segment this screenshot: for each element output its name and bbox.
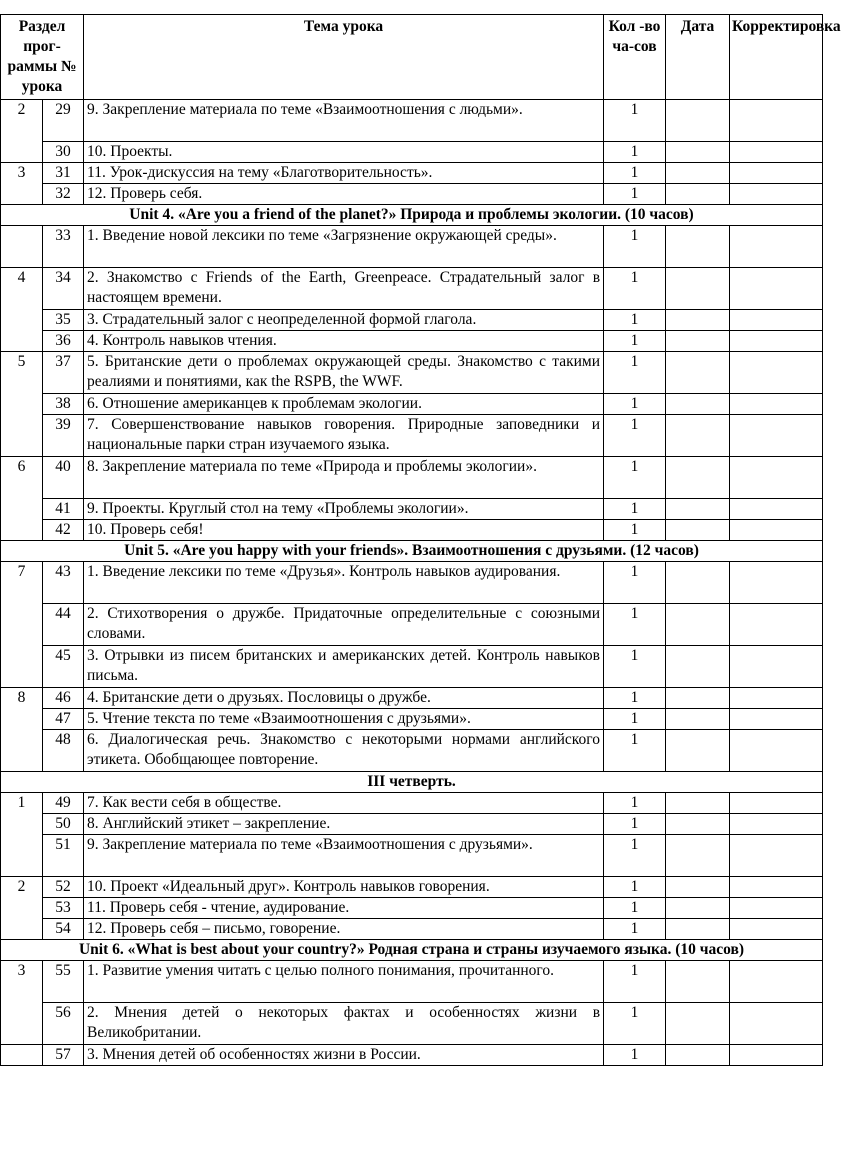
section-number	[1, 226, 43, 268]
lesson-number: 38	[43, 394, 84, 415]
lesson-correction-cell	[730, 163, 823, 184]
lesson-hours: 1	[604, 331, 666, 352]
table-row	[1, 688, 823, 709]
section-number: 4	[1, 268, 43, 352]
lesson-correction-cell	[730, 331, 823, 352]
lesson-correction-cell	[730, 310, 823, 331]
lesson-correction-cell	[730, 919, 823, 940]
lesson-number: 47	[43, 709, 84, 730]
lesson-date-cell	[666, 268, 730, 310]
lesson-hours: 1	[604, 1003, 666, 1045]
table-row	[1, 352, 823, 394]
lesson-correction-cell	[730, 268, 823, 310]
lesson-hours: 1	[604, 226, 666, 268]
lesson-topic: 1. Введение новой лексики по теме «Загрязнение окружающей среды».	[84, 226, 604, 268]
lesson-correction-cell	[730, 814, 823, 835]
table-row	[1, 814, 823, 835]
lesson-date-cell	[666, 352, 730, 394]
lesson-number: 40	[43, 457, 84, 499]
lesson-hours: 1	[604, 499, 666, 520]
table-row	[1, 730, 823, 772]
lesson-hours: 1	[604, 142, 666, 163]
lesson-correction-cell	[730, 184, 823, 205]
table-row	[1, 961, 823, 1003]
lesson-date-cell	[666, 142, 730, 163]
lesson-date-cell	[666, 898, 730, 919]
table-row	[1, 499, 823, 520]
lesson-topic: 12. Проверь себя.	[84, 184, 604, 205]
lesson-number: 51	[43, 835, 84, 877]
lesson-hours: 1	[604, 604, 666, 646]
lesson-date-cell	[666, 793, 730, 814]
lesson-hours: 1	[604, 793, 666, 814]
unit-heading: Unit 6. «What is best about your country?» Родная страна и страны изучаемого языка. (10 часов)	[1, 940, 823, 961]
lesson-date-cell	[666, 1003, 730, 1045]
lesson-correction-cell	[730, 499, 823, 520]
unit-heading-row	[1, 205, 823, 226]
lesson-correction-cell	[730, 352, 823, 394]
lesson-date-cell	[666, 919, 730, 940]
lesson-date-cell	[666, 310, 730, 331]
lesson-number: 32	[43, 184, 84, 205]
table-row	[1, 562, 823, 604]
lesson-date-cell	[666, 709, 730, 730]
lesson-topic: 4. Британские дети о друзьях. Пословицы о дружбе.	[84, 688, 604, 709]
table-body	[1, 100, 823, 1066]
lesson-number: 50	[43, 814, 84, 835]
unit-heading: III четверть.	[1, 772, 823, 793]
lesson-hours: 1	[604, 394, 666, 415]
lesson-date-cell	[666, 394, 730, 415]
lesson-hours: 1	[604, 709, 666, 730]
lesson-topic: 10. Проекты.	[84, 142, 604, 163]
table-row	[1, 1003, 823, 1045]
lesson-correction-cell	[730, 709, 823, 730]
lesson-number: 34	[43, 268, 84, 310]
unit-heading: Unit 5. «Are you happy with your friends». Взаимоотношения с друзьями. (12 часов)	[1, 541, 823, 562]
lesson-date-cell	[666, 331, 730, 352]
section-number: 2	[1, 877, 43, 940]
lesson-date-cell	[666, 100, 730, 142]
lesson-hours: 1	[604, 184, 666, 205]
lesson-number: 53	[43, 898, 84, 919]
lesson-number: 42	[43, 520, 84, 541]
header-correction: Корректировка	[730, 15, 823, 100]
lesson-topic: 10. Проект «Идеальный друг». Контроль навыков говорения.	[84, 877, 604, 898]
table-row	[1, 394, 823, 415]
lesson-correction-cell	[730, 604, 823, 646]
lesson-topic: 11. Урок-дискуссия на тему «Благотворительность».	[84, 163, 604, 184]
lesson-hours: 1	[604, 730, 666, 772]
section-number: 7	[1, 562, 43, 688]
lesson-topic: 6. Диалогическая речь. Знакомство с некоторыми нормами английского этикета. Обобщающее повторение.	[84, 730, 604, 772]
lesson-date-cell	[666, 562, 730, 604]
lesson-topic: 5. Британские дети о проблемах окружающей среды. Знакомство с такими реалиями и понятиями, как the RSPB, the WWF.	[84, 352, 604, 394]
lesson-number: 56	[43, 1003, 84, 1045]
section-number: 1	[1, 793, 43, 877]
lesson-hours: 1	[604, 310, 666, 331]
lesson-topic: 1. Введение лексики по теме «Друзья». Контроль навыков аудирования.	[84, 562, 604, 604]
lesson-correction-cell	[730, 562, 823, 604]
lesson-number: 41	[43, 499, 84, 520]
lesson-correction-cell	[730, 1045, 823, 1066]
section-number: 6	[1, 457, 43, 541]
lesson-date-cell	[666, 457, 730, 499]
lesson-date-cell	[666, 226, 730, 268]
lesson-topic: 5. Чтение текста по теме «Взаимоотношения с друзьями».	[84, 709, 604, 730]
section-number: 3	[1, 163, 43, 205]
lesson-correction-cell	[730, 961, 823, 1003]
lesson-number: 57	[43, 1045, 84, 1066]
lesson-hours: 1	[604, 919, 666, 940]
lesson-hours: 1	[604, 163, 666, 184]
table-row	[1, 709, 823, 730]
lesson-number: 36	[43, 331, 84, 352]
lesson-number: 55	[43, 961, 84, 1003]
table-row	[1, 331, 823, 352]
table-row	[1, 184, 823, 205]
lesson-correction-cell	[730, 415, 823, 457]
lesson-correction-cell	[730, 646, 823, 688]
lesson-topic: 12. Проверь себя – письмо, говорение.	[84, 919, 604, 940]
lesson-correction-cell	[730, 226, 823, 268]
lesson-date-cell	[666, 604, 730, 646]
lesson-number: 43	[43, 562, 84, 604]
lesson-date-cell	[666, 1045, 730, 1066]
lesson-hours: 1	[604, 646, 666, 688]
table-row	[1, 226, 823, 268]
lesson-correction-cell	[730, 898, 823, 919]
table-row	[1, 163, 823, 184]
table-row	[1, 310, 823, 331]
table-row	[1, 604, 823, 646]
lesson-number: 46	[43, 688, 84, 709]
lesson-date-cell	[666, 499, 730, 520]
lesson-correction-cell	[730, 688, 823, 709]
lesson-topic: 9. Проекты. Круглый стол на тему «Проблемы экологии».	[84, 499, 604, 520]
lesson-date-cell	[666, 520, 730, 541]
lesson-topic: 4. Контроль навыков чтения.	[84, 331, 604, 352]
lesson-correction-cell	[730, 835, 823, 877]
lesson-correction-cell	[730, 793, 823, 814]
lesson-date-cell	[666, 814, 730, 835]
lesson-topic: 10. Проверь себя!	[84, 520, 604, 541]
lesson-number: 54	[43, 919, 84, 940]
lesson-correction-cell	[730, 730, 823, 772]
lesson-number: 30	[43, 142, 84, 163]
lesson-hours: 1	[604, 835, 666, 877]
lesson-number: 35	[43, 310, 84, 331]
lesson-correction-cell	[730, 877, 823, 898]
lesson-topic: 3. Страдательный залог с неопределенной формой глагола.	[84, 310, 604, 331]
lesson-number: 48	[43, 730, 84, 772]
lesson-correction-cell	[730, 142, 823, 163]
lesson-date-cell	[666, 835, 730, 877]
lesson-number: 31	[43, 163, 84, 184]
lesson-plan-table	[0, 14, 841, 1066]
lesson-topic: 6. Отношение американцев к проблемам экологии.	[84, 394, 604, 415]
lesson-hours: 1	[604, 268, 666, 310]
section-number: 3	[1, 961, 43, 1045]
lesson-correction-cell	[730, 457, 823, 499]
lesson-topic: 8. Закрепление материала по теме «Природа и проблемы экологии».	[84, 457, 604, 499]
table-row	[1, 877, 823, 898]
lesson-topic: 7. Как вести себя в обществе.	[84, 793, 604, 814]
header-topic: Тема урока	[84, 15, 604, 100]
lesson-hours: 1	[604, 688, 666, 709]
lesson-date-cell	[666, 646, 730, 688]
section-number	[1, 1045, 43, 1066]
lesson-number: 33	[43, 226, 84, 268]
lesson-date-cell	[666, 163, 730, 184]
section-number: 2	[1, 100, 43, 163]
lesson-topic: 11. Проверь себя - чтение, аудирование.	[84, 898, 604, 919]
lesson-topic: 3. Отрывки из писем британских и американских детей. Контроль навыков письма.	[84, 646, 604, 688]
lesson-hours: 1	[604, 1045, 666, 1066]
header-hours: Кол -во ча-сов	[604, 15, 666, 100]
lesson-correction-cell	[730, 1003, 823, 1045]
lesson-hours: 1	[604, 877, 666, 898]
lesson-topic: 9. Закрепление материала по теме «Взаимоотношения с людьми».	[84, 100, 604, 142]
lesson-number: 44	[43, 604, 84, 646]
table-row	[1, 835, 823, 877]
lesson-hours: 1	[604, 457, 666, 499]
lesson-number: 29	[43, 100, 84, 142]
table-row	[1, 268, 823, 310]
lesson-correction-cell	[730, 100, 823, 142]
lesson-number: 39	[43, 415, 84, 457]
header-date: Дата	[666, 15, 730, 100]
table-row	[1, 415, 823, 457]
lesson-number: 37	[43, 352, 84, 394]
table-row	[1, 646, 823, 688]
lesson-number: 45	[43, 646, 84, 688]
lesson-hours: 1	[604, 562, 666, 604]
lesson-date-cell	[666, 184, 730, 205]
lesson-topic: 2. Знакомство с Friends of the Earth, Greenpeace. Страдательный залог в настоящем времени.	[84, 268, 604, 310]
lesson-topic: 2. Стихотворения о дружбе. Придаточные определительные с союзными словами.	[84, 604, 604, 646]
lesson-topic: 3. Мнения детей об особенностях жизни в России.	[84, 1045, 604, 1066]
lesson-number: 49	[43, 793, 84, 814]
lesson-hours: 1	[604, 961, 666, 1003]
table-row	[1, 142, 823, 163]
lesson-hours: 1	[604, 415, 666, 457]
lesson-topic: 2. Мнения детей о некоторых фактах и особенностях жизни в Великобритании.	[84, 1003, 604, 1045]
table-row	[1, 1045, 823, 1066]
lesson-date-cell	[666, 730, 730, 772]
lesson-hours: 1	[604, 100, 666, 142]
unit-heading-row	[1, 772, 823, 793]
lesson-correction-cell	[730, 394, 823, 415]
unit-heading-row	[1, 940, 823, 961]
lesson-number: 52	[43, 877, 84, 898]
lesson-hours: 1	[604, 814, 666, 835]
lesson-topic: 8. Английский этикет – закрепление.	[84, 814, 604, 835]
lesson-date-cell	[666, 415, 730, 457]
lesson-topic: 1. Развитие умения читать с целью полного понимания, прочитанного.	[84, 961, 604, 1003]
lesson-date-cell	[666, 688, 730, 709]
header-row	[1, 15, 823, 100]
unit-heading-row	[1, 541, 823, 562]
lesson-date-cell	[666, 961, 730, 1003]
section-number: 5	[1, 352, 43, 457]
lesson-hours: 1	[604, 520, 666, 541]
section-number: 8	[1, 688, 43, 772]
lesson-topic: 9. Закрепление материала по теме «Взаимоотношения с друзьями».	[84, 835, 604, 877]
table-row	[1, 898, 823, 919]
lesson-date-cell	[666, 877, 730, 898]
table-row	[1, 100, 823, 142]
lesson-hours: 1	[604, 898, 666, 919]
lesson-topic: 7. Совершенствование навыков говорения. Природные заповедники и национальные парки стран изучаемого языка.	[84, 415, 604, 457]
table-row	[1, 919, 823, 940]
lesson-correction-cell	[730, 520, 823, 541]
unit-heading: Unit 4. «Are you a friend of the planet?» Природа и проблемы экологии. (10 часов)	[1, 205, 823, 226]
header-section: Раздел прог-раммы № урока	[1, 15, 84, 100]
table-row	[1, 457, 823, 499]
table-row	[1, 793, 823, 814]
lesson-hours: 1	[604, 352, 666, 394]
table-row	[1, 520, 823, 541]
